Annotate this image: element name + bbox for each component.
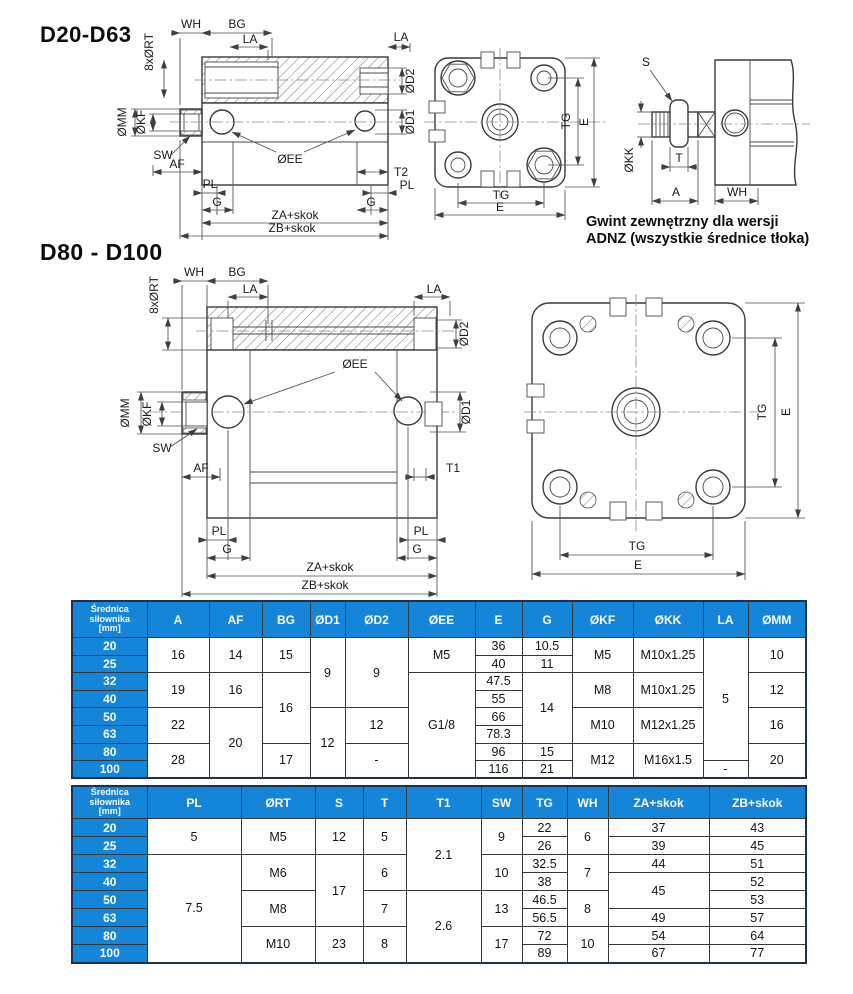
t1-OEE-32: G1/8 (408, 673, 475, 779)
t1-E-100: 116 (475, 761, 522, 779)
t1-OD1-20: 9 (310, 638, 345, 708)
rh-line2: siłownika (89, 613, 130, 624)
dim-label-od1: ØD1 (403, 109, 417, 135)
t2-T-32: 6 (363, 855, 406, 891)
t2-col-S: S (315, 786, 363, 819)
dim-label-g: G (212, 195, 222, 209)
t1-E-20: 36 (475, 638, 522, 656)
t2-col-PL: PL (147, 786, 241, 819)
t2-T-20: 5 (363, 819, 406, 855)
t1-col-OD2: ØD2 (345, 601, 408, 638)
t2-ZA-63: 49 (608, 909, 709, 927)
dim-label-od2: ØD2 (457, 321, 471, 347)
rh-line3: [mm] (98, 806, 121, 817)
t2-ZB-32: 51 (709, 855, 806, 873)
t2-row-20: 20 (72, 819, 147, 837)
t2-ORT-50: M8 (241, 891, 315, 927)
t2-SW-32: 10 (481, 855, 522, 891)
t2-ORT-20: M5 (241, 819, 315, 855)
t2-SW-20: 9 (481, 819, 522, 855)
t2-T1-50: 2.6 (406, 891, 481, 963)
page-title-d80-d100: D80 - D100 (40, 239, 163, 265)
t2-col-T1: T1 (406, 786, 481, 819)
dim-label-ee: ØEE (277, 152, 303, 166)
t1-G-32: 14 (522, 673, 572, 743)
dim-label-okf: ØKF (134, 109, 148, 135)
t2-col-ZB: ZB+skok (709, 786, 806, 819)
dim-label-t: T (675, 151, 683, 165)
dim-label-zb: ZB+skok (301, 578, 349, 592)
t1-OKF-80: M12 (572, 743, 633, 778)
d20-d63-section-view (115, 17, 417, 240)
dim-label-wh: WH (184, 265, 204, 279)
dim-label-e: E (495, 200, 505, 214)
t1-OMM-80: 20 (748, 743, 806, 778)
adnz-caption-line1: Gwint zewnętrzny dla wersji (586, 214, 779, 230)
dim-label-e: E (779, 407, 793, 417)
dimensions-table-1 (71, 600, 807, 779)
t2-TG-40: 38 (522, 873, 567, 891)
dim-label-la: LA (242, 32, 258, 46)
t2-ZB-20: 43 (709, 819, 806, 837)
t2-S-32: 17 (315, 855, 363, 927)
page-title-d20-d63: D20-D63 (40, 22, 132, 47)
dim-label-omm: ØMM (118, 398, 132, 428)
dim-label-bg: BG (228, 17, 246, 31)
t2-row-50: 50 (72, 891, 147, 909)
t1-BG-80: 17 (262, 743, 310, 778)
t2-WH-50: 8 (567, 891, 608, 927)
dim-label-tg: TG (755, 403, 769, 421)
t2-ZA-40: 45 (608, 873, 709, 909)
dim-label-bg: BG (228, 265, 246, 279)
t1-A-32: 19 (147, 673, 209, 708)
t1-LA-100: - (703, 761, 748, 779)
dim-label-omm: ØMM (115, 107, 129, 137)
t2-ZB-80: 64 (709, 927, 806, 945)
dim-label-a: A (671, 185, 681, 199)
t2-TG-25: 26 (522, 837, 567, 855)
dim-label-tg: TG (492, 188, 510, 202)
t1-OMM-32: 12 (748, 673, 806, 708)
dim-label-s: S (641, 55, 651, 69)
dim-label-sw: SW (152, 441, 172, 455)
t1-OKF-20: M5 (572, 638, 633, 673)
t2-ZA-25: 39 (608, 837, 709, 855)
dim-label-za: ZA+skok (271, 208, 319, 222)
t1-AF-20: 14 (209, 638, 262, 673)
dim-label-pl: PL (202, 177, 218, 191)
t2-ZB-50: 53 (709, 891, 806, 909)
t1-E-80: 96 (475, 743, 522, 761)
t1-E-50: 66 (475, 708, 522, 726)
t2-PL-20: 5 (147, 819, 241, 855)
t1-col-OEE: ØEE (408, 601, 475, 638)
t1-OD2-80: - (345, 743, 408, 778)
dim-label-af: AF (169, 157, 185, 171)
dim-label-tg: TG (628, 539, 646, 553)
d20-d63-face-view (424, 48, 608, 220)
dim-label-pl: PL (211, 524, 227, 538)
dim-label-tg: TG (559, 112, 573, 130)
dim-label-od2: ØD2 (403, 68, 417, 94)
t1-E-40: 55 (475, 690, 522, 708)
t1-E-32: 47.5 (475, 673, 522, 691)
t2-row-100: 100 (72, 945, 147, 963)
t1-A-20: 16 (147, 638, 209, 673)
t2-ZB-25: 45 (709, 837, 806, 855)
t1-OKF-50: M10 (572, 708, 633, 743)
dim-label-la: LA (393, 30, 409, 44)
t1-col-OKK: ØKK (633, 601, 703, 638)
t1-BG-32: 16 (262, 673, 310, 743)
t2-SW-50: 13 (481, 891, 522, 927)
dimensions-table-2 (71, 785, 807, 964)
t1-row-100: 100 (72, 761, 147, 779)
t1-OMM-20: 10 (748, 638, 806, 673)
t1-OKK-20: M10x1.25 (633, 638, 703, 673)
t2-ZA-20: 37 (608, 819, 709, 837)
t2-col-TG: TG (522, 786, 567, 819)
t1-G-20: 10.5 (522, 638, 572, 656)
t2-col-ZA: ZA+skok (608, 786, 709, 819)
dim-label-e: E (577, 117, 591, 127)
t1-AF-32: 16 (209, 673, 262, 708)
t1-OD2-50: 12 (345, 708, 408, 743)
t2-row-80: 80 (72, 927, 147, 945)
rh-line3: [mm] (98, 623, 121, 634)
t1-col-A: A (147, 601, 209, 638)
dim-label-wh: WH (181, 17, 201, 31)
d80-d100-face-view (524, 294, 805, 580)
t1-col-BG: BG (262, 601, 310, 638)
dim-label-okf: ØKF (140, 401, 154, 427)
dim-label-pl: PL (413, 524, 429, 538)
dim-label-t1: T1 (445, 461, 461, 475)
t2-col-WH: WH (567, 786, 608, 819)
t2-row-25: 25 (72, 837, 147, 855)
dim-label-od1: ØD1 (459, 399, 473, 425)
t2-TG-100: 89 (522, 945, 567, 963)
t1-row-25: 25 (72, 655, 147, 673)
t1-G-100: 21 (522, 761, 572, 779)
t2-ORT-80: M10 (241, 927, 315, 963)
t2-WH-32: 7 (567, 855, 608, 891)
t1-col-G: G (522, 601, 572, 638)
t1-row-40: 40 (72, 690, 147, 708)
t1-A-80: 28 (147, 743, 209, 778)
dim-label-wh: WH (727, 185, 747, 199)
t1-LA-20: 5 (703, 638, 748, 761)
dim-label-okk: ØKK (622, 147, 636, 173)
t1-col-AF: AF (209, 601, 262, 638)
t2-ZA-80: 54 (608, 927, 709, 945)
t1-row-80: 80 (72, 743, 147, 761)
t1-OMM-50: 16 (748, 708, 806, 743)
t2-col-ORT: ØRT (241, 786, 315, 819)
t2-SW-80: 17 (481, 927, 522, 963)
t2-WH-20: 6 (567, 819, 608, 855)
t1-OKF-32: M8 (572, 673, 633, 708)
t2-TG-32: 32.5 (522, 855, 567, 873)
t1-G-25: 11 (522, 655, 572, 673)
t2-row-63: 63 (72, 909, 147, 927)
dim-label-sw: SW (153, 148, 173, 162)
t1-col-LA: LA (703, 601, 748, 638)
t2-ZB-40: 52 (709, 873, 806, 891)
t1-OKK-32: M10x1.25 (633, 673, 703, 708)
dim-label-8xort: 8xØRT (142, 33, 156, 71)
rh-line1: Średnica (90, 787, 129, 798)
dim-label-e: E (633, 558, 643, 572)
dim-label-ee: ØEE (342, 357, 368, 371)
t1-OD2-20: 9 (345, 638, 408, 708)
t2-ZB-100: 77 (709, 945, 806, 963)
adnz-caption-line2: ADNZ (wszystkie średnice tłoka) (586, 230, 810, 247)
dim-label-t2: T2 (394, 165, 409, 179)
t1-row-32: 32 (72, 673, 147, 691)
t1-E-25: 40 (475, 655, 522, 673)
t1-BG-20: 15 (262, 638, 310, 673)
dim-label-za: ZA+skok (306, 560, 354, 574)
t1-OKK-80: M16x1.5 (633, 743, 703, 778)
t1-row-50: 50 (72, 708, 147, 726)
t1-col-OMM: ØMM (748, 601, 806, 638)
dim-label-la: LA (426, 282, 442, 296)
t1-OKK-50: M12x1.25 (633, 708, 703, 743)
t2-S-20: 12 (315, 819, 363, 855)
t1-col-OD1: ØD1 (310, 601, 345, 638)
rh-line2: siłownika (89, 796, 130, 807)
rh-line1: Średnica (90, 604, 129, 615)
t1-col-OKF: ØKF (572, 601, 633, 638)
t2-T1-20: 2.1 (406, 819, 481, 891)
dim-label-g: G (412, 542, 422, 556)
t2-ZA-100: 67 (608, 945, 709, 963)
dim-label-la: LA (242, 282, 258, 296)
t2-ZB-63: 57 (709, 909, 806, 927)
dim-label-pl: PL (399, 178, 415, 192)
t1-E-63: 78.3 (475, 725, 522, 743)
t1-col-E: E (475, 601, 522, 638)
t1-G-80: 15 (522, 743, 572, 761)
t1-row-63: 63 (72, 725, 147, 743)
t2-PL-32: 7.5 (147, 855, 241, 963)
t1-A-50: 22 (147, 708, 209, 743)
t2-row-40: 40 (72, 873, 147, 891)
adnz-thread-detail-view (622, 55, 810, 205)
dim-label-8xort: 8xØRT (147, 276, 161, 314)
t2-TG-63: 56.5 (522, 909, 567, 927)
dim-label-zb: ZB+skok (268, 221, 316, 235)
t2-T-80: 8 (363, 927, 406, 963)
t2-S-80: 23 (315, 927, 363, 963)
t1-row-20: 20 (72, 638, 147, 656)
t2-TG-80: 72 (522, 927, 567, 945)
t1-AF-50: 20 (209, 708, 262, 778)
t2-ORT-32: M6 (241, 855, 315, 891)
dim-label-g: G (222, 542, 232, 556)
t2-row-32: 32 (72, 855, 147, 873)
t2-WH-80: 10 (567, 927, 608, 963)
d80-d100-section-view (118, 265, 473, 597)
t2-col-T: T (363, 786, 406, 819)
t2-ZA-32: 44 (608, 855, 709, 873)
t1-OD1-50: 12 (310, 708, 345, 778)
t2-row-header-title (72, 786, 147, 819)
t2-col-SW: SW (481, 786, 522, 819)
t1-row-header-title (72, 601, 147, 638)
t2-T-50: 7 (363, 891, 406, 927)
dim-label-af: AF (193, 461, 209, 475)
t2-TG-20: 22 (522, 819, 567, 837)
dim-label-g: G (366, 195, 376, 209)
t2-TG-50: 46.5 (522, 891, 567, 909)
t1-OEE-20: M5 (408, 638, 475, 673)
